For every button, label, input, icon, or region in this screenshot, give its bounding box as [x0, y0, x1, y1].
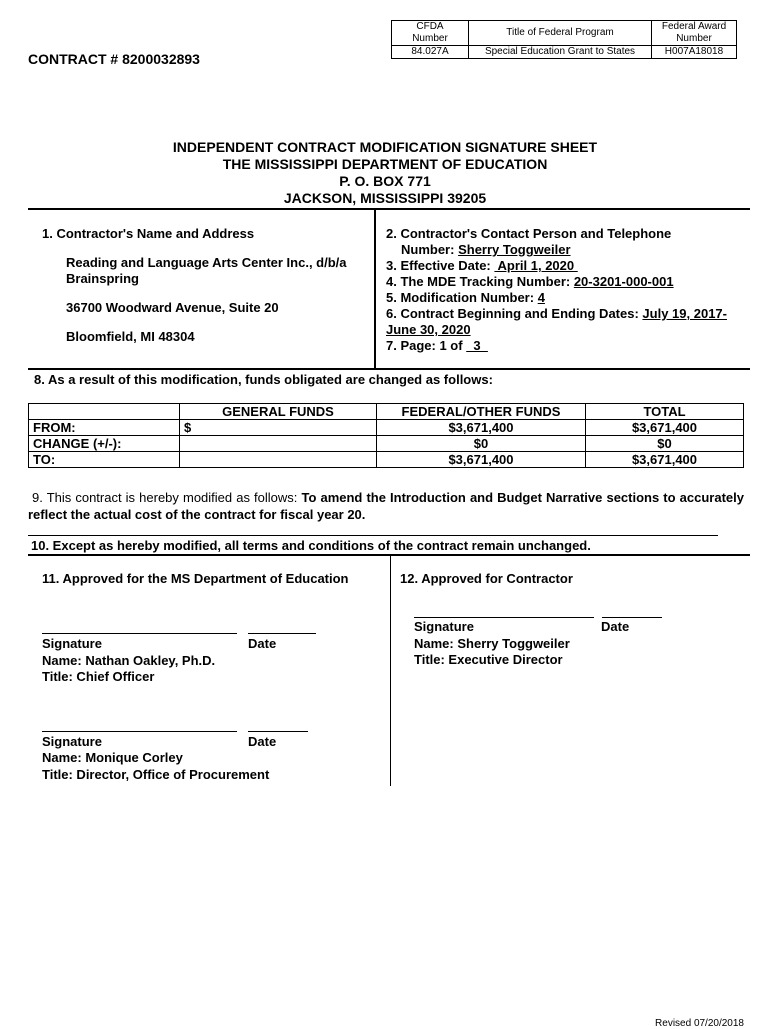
effective-date: April 1, 2020 — [494, 258, 578, 273]
table-row: TO: $3,671,400 $3,671,400 — [29, 452, 744, 468]
contractor-name-line1: Reading and Language Arts Center Inc., d/b/a — [66, 255, 347, 270]
page-total: 3 — [466, 338, 488, 353]
contract-dates-part2: June 30, 2020 — [386, 322, 471, 337]
contact-person: Sherry Toggweiler — [458, 242, 571, 257]
contract-details: 2. Contractor's Contact Person and Telephone Number: Sherry Toggweiler 3. Effective Date: April 1, 2020 4. The MDE Tracking Number: 20-3201-000-001 5. Modification Number: 4 6. Contract Beginning and Ending Dates: July 19, 2017- June 30, 2020 7. Page: 1 of 3 — [386, 226, 727, 353]
column-divider — [390, 556, 391, 786]
signer-name: Name: Monique Corley — [42, 750, 183, 765]
heading-line-3: P. O. BOX 771 — [339, 173, 431, 189]
contract-number: CONTRACT # 8200032893 — [28, 51, 200, 67]
date-label: Date — [248, 734, 277, 749]
funds-header-blank — [29, 404, 180, 420]
section1-label: 1. Contractor's Name and Address — [42, 226, 255, 241]
funds-table — [28, 403, 744, 468]
award-number-value: H007A18018 — [652, 46, 737, 59]
revision-date: Revised 07/20/2018 — [655, 1018, 744, 1029]
funds-header-federal: FEDERAL/OTHER FUNDS — [377, 404, 586, 420]
modification-number: 4 — [537, 290, 545, 305]
heading-line-2: THE MISSISSIPPI DEPARTMENT OF EDUCATION — [222, 156, 548, 172]
section12-label: 12. Approved for Contractor — [400, 571, 573, 586]
signer-title: Title: Executive Director — [414, 652, 563, 667]
cfda-number-header: CFDA Number — [392, 21, 469, 46]
section11-label: 11. Approved for the MS Department of Education — [42, 571, 349, 586]
divider — [28, 368, 750, 370]
divider — [28, 554, 750, 556]
funds-header-general: GENERAL FUNDS — [180, 404, 377, 420]
table-row: FROM: $ $3,671,400 $3,671,400 — [29, 420, 744, 436]
document-heading — [0, 139, 770, 207]
contractor-name-address — [42, 226, 347, 345]
section10-label: 10. Except as hereby modified, all terms and conditions of the contract remain unchanged. — [31, 538, 591, 553]
divider — [28, 535, 718, 536]
signature-line — [42, 731, 237, 732]
signature-label: Signature — [42, 734, 102, 749]
date-line — [248, 633, 316, 634]
signer-name: Name: Sherry Toggweiler — [414, 636, 570, 651]
funds-header-total: TOTAL — [586, 404, 744, 420]
program-title-value: Special Education Grant to States — [469, 46, 652, 59]
signer-title: Title: Director, Office of Procurement — [42, 767, 270, 782]
modification-text: To amend the Introduction and Budget Narrative sections to accurately reflect the actual cost of the contract for fiscal year 20. — [28, 490, 744, 522]
cfda-table — [391, 20, 737, 59]
contractor-city: Bloomfield, MI 48304 — [66, 329, 195, 344]
program-title-header: Title of Federal Program — [469, 21, 652, 46]
section8-label: 8. As a result of this modification, funds obligated are changed as follows: — [34, 372, 493, 387]
divider — [28, 208, 750, 210]
date-line — [248, 731, 308, 732]
cfda-number-value: 84.027A — [392, 46, 469, 59]
heading-line-4: JACKSON, MISSISSIPPI 39205 — [283, 190, 487, 206]
date-label: Date — [248, 636, 277, 651]
signature-label: Signature — [414, 619, 474, 634]
signer-name: Name: Nathan Oakley, Ph.D. — [42, 653, 216, 668]
award-number-header: Federal Award Number — [652, 21, 737, 46]
heading-line-1: INDEPENDENT CONTRACT MODIFICATION SIGNATURE SHEET — [172, 139, 598, 155]
signer-title: Title: Chief Officer — [42, 669, 155, 684]
item2-label: 2. Contractor's Contact Person and Telephone — [386, 226, 672, 241]
signature-line — [42, 633, 237, 634]
table-row: CHANGE (+/-): $0 $0 — [29, 436, 744, 452]
contract-dates-part1: July 19, 2017- — [642, 306, 727, 321]
signature-line — [414, 617, 594, 618]
date-label: Date — [601, 619, 630, 634]
date-line — [602, 617, 662, 618]
contractor-name-line2: Brainspring — [66, 271, 139, 286]
modification-description: 9. This contract is hereby modified as follows: To amend the Introduction and Budget Narrative sections to accurately reflect the actual cost of the contract for fiscal year 20. — [28, 490, 744, 522]
signature-label: Signature — [42, 636, 102, 651]
column-divider — [374, 210, 376, 368]
tracking-number: 20-3201-000-001 — [573, 274, 674, 289]
contractor-address: 36700 Woodward Avenue, Suite 20 — [66, 300, 279, 315]
